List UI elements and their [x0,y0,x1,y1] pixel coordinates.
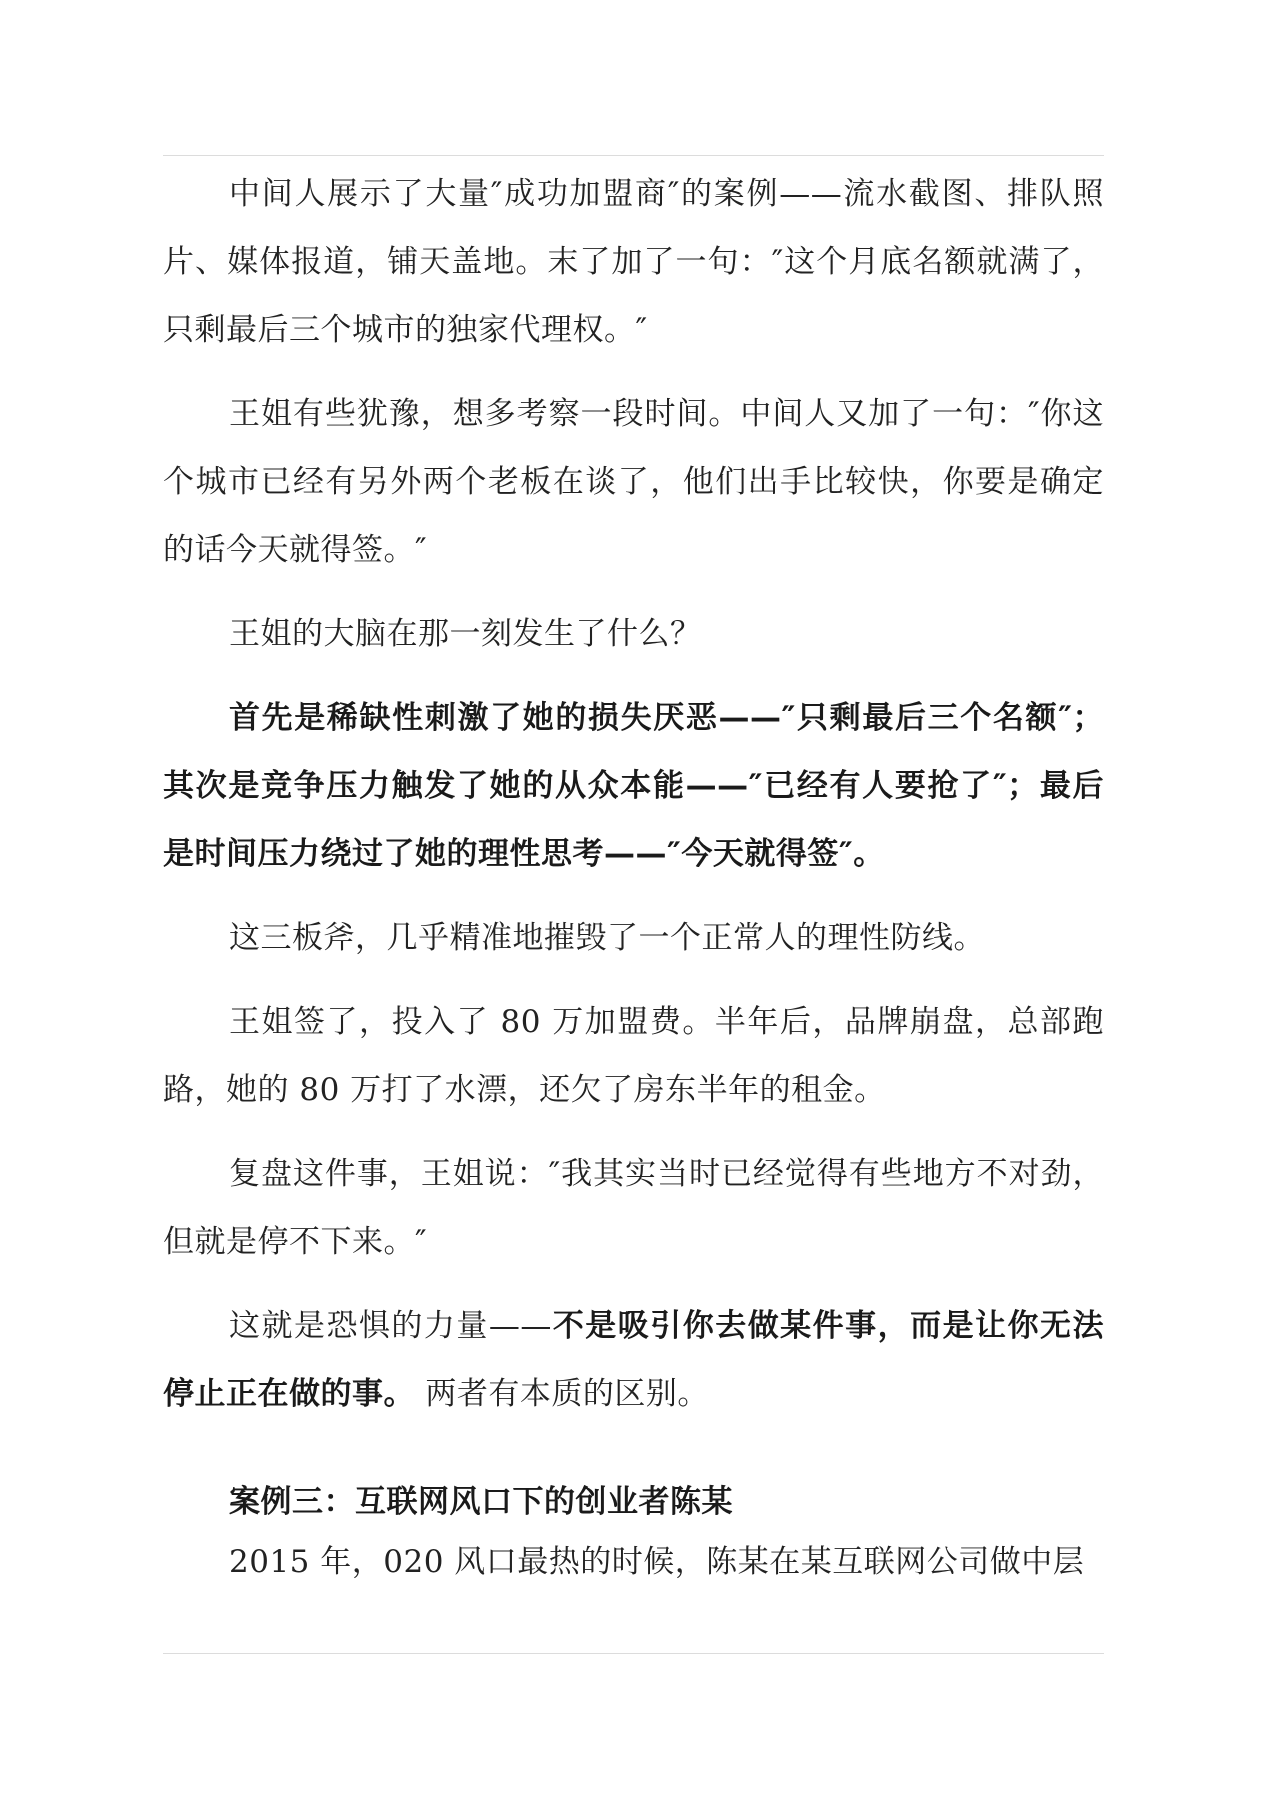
fear-power-tail: 两者有本质的区别。 [415,1376,709,1412]
paragraph-outcome: 王姐签了，投入了 80 万加盟费。半年后，品牌崩盘，总部跑路，她的 80 万打了水漂，还欠了房东半年的租金。 [163,1004,1104,1108]
header-rule [163,155,1104,156]
paragraph-analysis-bold: 首先是稀缺性刺激了她的损失厌恶——″只剩最后三个名额″；其次是竞争压力触发了她的从众本能——″已经有人要抢了″；最后是时间压力绕过了她的理性思考——″今天就得签″。 [163,700,1104,872]
paragraph-hesitation: 王姐有些犹豫，想多考察一段时间。中间人又加了一句：″你这个城市已经有另外两个老板在谈了，他们出手比较快，你要是确定的话今天就得签。″ [163,396,1104,568]
paragraph-review-quote: 复盘这件事，王姐说：″我其实当时已经觉得有些地方不对劲，但就是停不下来。″ [163,1156,1104,1260]
section-first-line: 2015 年，020 风口最热的时候，陈某在某互联网公司做中层 [229,1544,1085,1580]
fear-power-lead: 这就是恐惧的力量—— [229,1308,552,1344]
footer-rule [163,1653,1104,1654]
paragraph-fear-power [163,1292,1104,1428]
paragraph-three-axes: 这三板斧，几乎精准地摧毁了一个正常人的理性防线。 [229,920,985,956]
paragraph-question: 王姐的大脑在那一刻发生了什么？ [229,616,702,652]
fear-power-emphasis: 不是吸引你去做某件事，而是让你无法停止正在做的事。 [163,1308,1105,1412]
section-heading: 案例三：互联网风口下的创业者陈某 [229,1484,733,1520]
page-body [163,160,1104,1592]
paragraph-franchise-pitch: 中间人展示了大量″成功加盟商″的案例——流水截图、排队照片、媒体报道，铺天盖地。末了加了一句：″这个月底名额就满了，只剩最后三个城市的独家代理权。″ [163,176,1104,348]
